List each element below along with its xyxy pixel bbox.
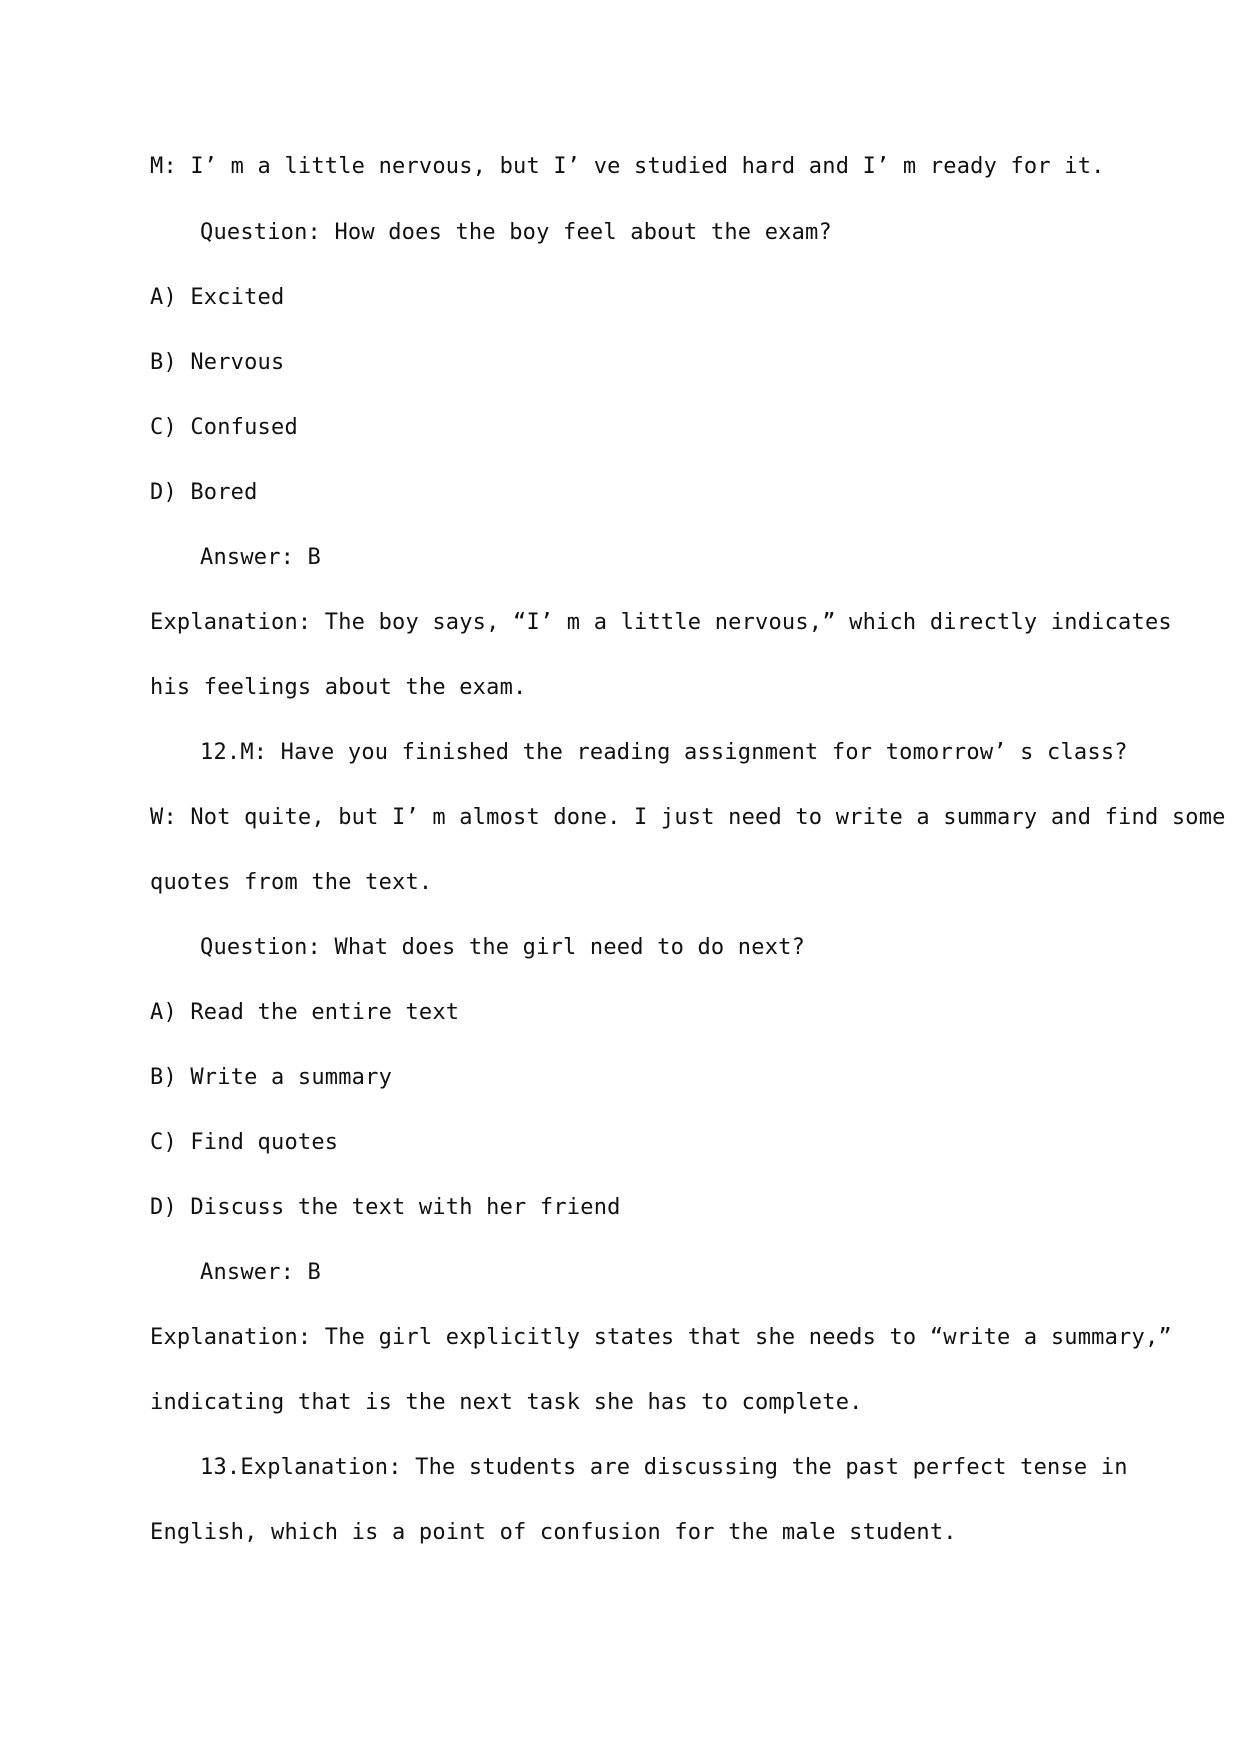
q11-option-d: D) Bored (150, 480, 258, 505)
q11-option-c: C) Confused (150, 415, 298, 440)
q12-option-c: C) Find quotes (150, 1130, 339, 1155)
q11-option-b: B) Nervous (150, 350, 285, 375)
q12-explanation-line2: indicating that is the next task she has to complete. (150, 1390, 863, 1415)
q12-dialogue-m: 12.M: Have you finished the reading assignment for tomorrow’ s class? (200, 740, 1128, 765)
q12-option-b: B) Write a summary (150, 1065, 393, 1090)
q13-explanation-line2: English, which is a point of confusion for the male student. (150, 1520, 957, 1545)
q12-dialogue-w-line2: quotes from the text. (150, 870, 433, 895)
q13-explanation-line1: 13.Explanation: The students are discussing the past perfect tense in (200, 1455, 1128, 1480)
q11-option-a: A) Excited (150, 285, 285, 310)
q11-answer: Answer: B (200, 545, 322, 570)
q11-question: Question: How does the boy feel about the exam? (200, 220, 832, 245)
q12-answer: Answer: B (200, 1260, 322, 1285)
q12-option-d: D) Discuss the text with her friend (150, 1195, 621, 1220)
q11-explanation-line2: his feelings about the exam. (150, 675, 527, 700)
q12-option-a: A) Read the entire text (150, 1000, 460, 1025)
q11-explanation-line1: Explanation: The boy says, “I’ m a little nervous,” which directly indicates (150, 610, 1172, 635)
q11-dialogue-m: M: I’ m a little nervous, but I’ ve studied hard and I’ m ready for it. (150, 154, 1105, 179)
q12-explanation-line1: Explanation: The girl explicitly states that she needs to “write a summary,” (150, 1325, 1172, 1350)
q12-question: Question: What does the girl need to do next? (200, 935, 806, 960)
q12-dialogue-w-line1: W: Not quite, but I’ m almost done. I just need to write a summary and find some (150, 805, 1226, 830)
